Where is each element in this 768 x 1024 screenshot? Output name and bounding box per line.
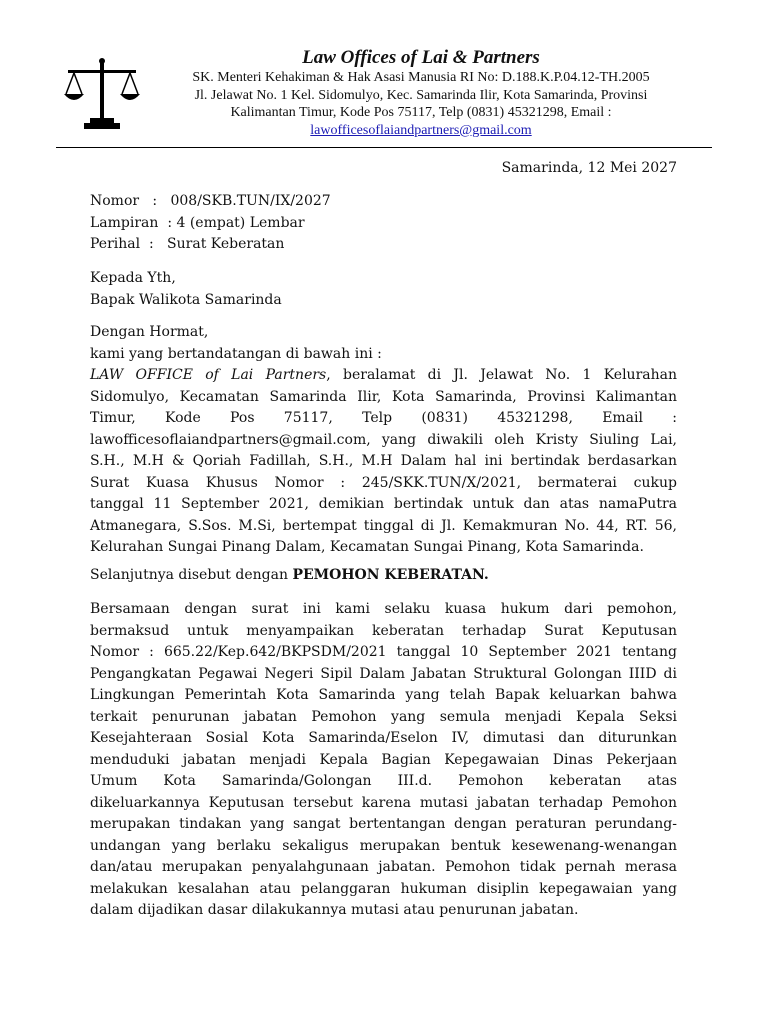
objection-line: Bersamaan dengan surat ini kami selaku kuasa hukum dari pemohon, bbox=[90, 601, 677, 617]
objection-line: merupakan tindakan yang sangat bertentangan dengan peraturan perundang- bbox=[90, 816, 677, 832]
recipient-salutation: Kepada Yth, bbox=[90, 270, 176, 286]
letterhead-email-link[interactable]: lawofficesoflaiandpartners@gmail.com bbox=[310, 122, 532, 138]
opening-line: Timur, Kode Pos 75117, Telp (0831) 45321298, Email : bbox=[90, 410, 677, 426]
objection-line: melakukan kesalahan atau pelanggaran hukuman disiplin kepegawaian yang bbox=[90, 880, 677, 897]
letterhead-divider bbox=[56, 147, 712, 148]
opening-line: Kelurahan Sungai Pinang Dalam, Kecamatan Sungai Pinang, Kota Samarinda. bbox=[90, 539, 644, 555]
letterhead-license: SK. Menteri Kehakiman & Hak Asasi Manusia RI No: D.188.K.P.04.12-TH.2005 bbox=[192, 70, 650, 85]
objection-line: dan/atau merupakan penyalahgunaan jabatan. Pemohon tidak pernah merasa bbox=[90, 859, 677, 875]
designation-bold: PEMOHON KEBERATAN. bbox=[292, 567, 489, 583]
meta-lampiran: Lampiran : 4 (empat) Lembar bbox=[90, 214, 305, 231]
designation-paragraph bbox=[90, 565, 677, 587]
opening-line: S.H., M.H & Qoriah Fadillah, S.H., M.H Dalam hal ini bertindak berdasarkan bbox=[90, 453, 677, 469]
meta-nomor: Nomor : 008/SKB.TUN/IX/2027 bbox=[90, 193, 331, 209]
firm-name: Law Offices of Lai & Partners bbox=[302, 47, 540, 68]
letter-date: Samarinda, 12 Mei 2027 bbox=[501, 160, 677, 176]
objection-line: dalam dijadikan dasar dilakukannya mutasi atau penurunan jabatan. bbox=[90, 902, 579, 918]
objection-line: menduduki jabatan menjadi Kepala Bagian Kepegawaian Dinas Pekerjaan bbox=[90, 751, 677, 768]
objection-line: Kesejahteraan Sosial Kota Samarinda/Eselon IV, dimutasi dan diturunkan bbox=[90, 730, 677, 746]
letterhead-address: Jl. Jelawat No. 1 Kel. Sidomulyo, Kec. Samarinda Ilir, Kota Samarinda, Provinsi bbox=[194, 87, 648, 103]
opening-line: LAW OFFICE of Lai Partners, beralamat di Jl. Jelawat No. 1 Kelurahan bbox=[90, 367, 677, 383]
recipient-block bbox=[90, 268, 677, 311]
opening-line: tanggal 11 September 2021, demikian bertindak untuk dan atas namaPutra bbox=[90, 496, 677, 512]
designation-text: Selanjutnya disebut dengan bbox=[90, 567, 293, 583]
opening-line: Atmanegara, S.Sos. M.Si, bertempat tinggal di Jl. Kemakmuran No. 44, RT. 56, bbox=[90, 517, 677, 534]
opening-line: lawofficesoflaiandpartners@gmail.com, yang diwakili oleh Kristy Siuling Lai, bbox=[90, 431, 677, 448]
intro-line: kami yang bertandatangan di bawah ini : bbox=[90, 345, 382, 362]
firm-italic: LAW OFFICE of Lai Partners bbox=[90, 367, 327, 383]
objection-line: bermaksud untuk menyampaikan keberatan terhadap Surat Keputusan bbox=[90, 622, 677, 639]
opening-line: Sidomulyo, Kecamatan Samarinda Ilir, Kota Samarinda, Provinsi Kalimantan bbox=[90, 388, 677, 405]
letterhead bbox=[160, 47, 682, 139]
greeting: Dengan Hormat, bbox=[90, 324, 209, 340]
objection-line: Pengangkatan Pegawai Negeri Sipil Dalam Jabatan Struktural Golongan IIID di bbox=[90, 665, 677, 682]
objection-line: terkait penurunan jabatan Pemohon yang semula menjadi Kepala Seksi bbox=[90, 708, 677, 725]
objection-line: undangan yang berlaku sekaligus merupakan bentuk kesewenang-wenangan bbox=[90, 837, 677, 854]
scales-of-justice-icon bbox=[64, 56, 140, 132]
objection-line: Umum Kota Samarinda/Golongan III.d. Pemohon keberatan atas bbox=[90, 773, 677, 789]
opening-paragraph bbox=[90, 322, 677, 559]
opening-line: Surat Kuasa Khusus Nomor : 245/SKK.TUN/X/2021, bermaterai cukup bbox=[90, 474, 677, 491]
objection-line: dikeluarkannya Keputusan tersebut karena mutasi jabatan terhadap Pemohon bbox=[90, 794, 677, 811]
meta-perihal: Perihal : Surat Keberatan bbox=[90, 236, 285, 252]
objection-line: Lingkungan Pemerintah Kota Samarinda yang telah Bapak keluarkan bahwa bbox=[90, 687, 677, 703]
letterhead-contact: Kalimantan Timur, Kode Pos 75117, Telp (0831) 45321298, Email : bbox=[230, 105, 612, 120]
recipient-name: Bapak Walikota Samarinda bbox=[90, 291, 282, 308]
letter-meta bbox=[90, 191, 677, 256]
objection-line: Nomor : 665.22/Kep.642/BKPSDM/2021 tanggal 10 September 2021 tentang bbox=[90, 644, 677, 660]
objection-paragraph bbox=[90, 599, 677, 922]
